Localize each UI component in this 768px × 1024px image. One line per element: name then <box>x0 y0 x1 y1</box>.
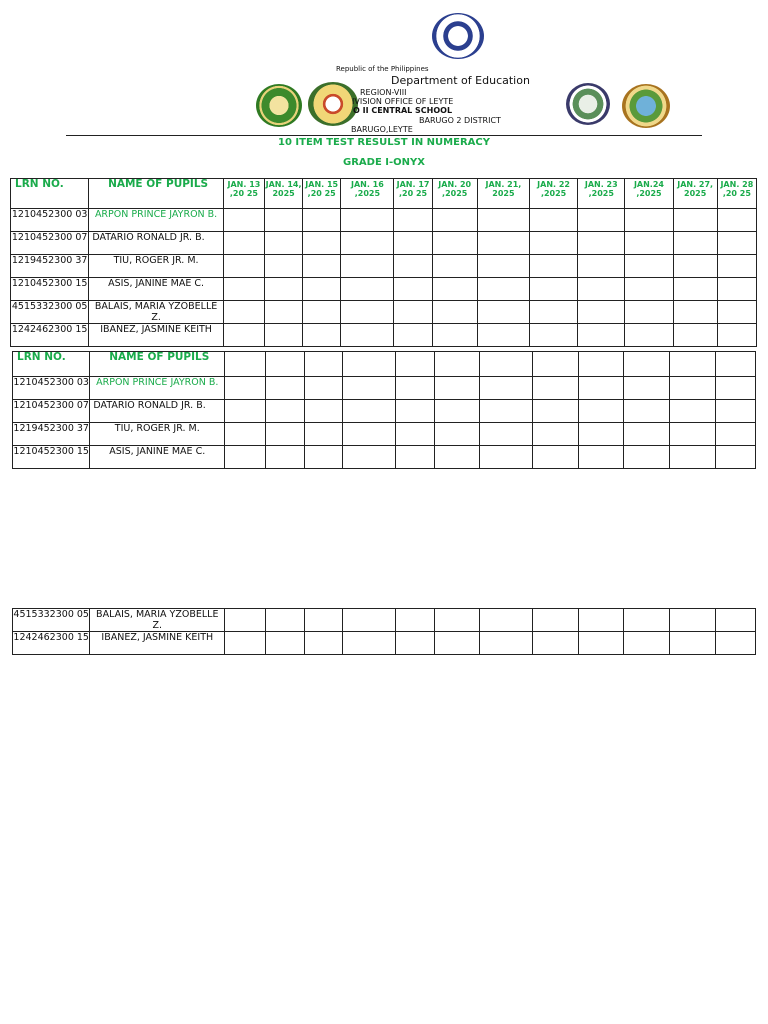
empty-header-cell <box>532 352 578 377</box>
date-header: JAN. 15 ,20 25 <box>303 179 341 209</box>
score-cell[interactable] <box>265 232 303 255</box>
score-cell[interactable] <box>223 301 264 324</box>
score-cell[interactable] <box>396 632 435 655</box>
score-cell[interactable] <box>303 324 341 347</box>
score-cell[interactable] <box>303 232 341 255</box>
score-cell[interactable] <box>578 423 623 446</box>
score-cell[interactable] <box>624 377 670 400</box>
table-row <box>11 209 757 232</box>
score-cell[interactable] <box>394 278 432 301</box>
date-header: JAN. 23 ,2025 <box>578 179 625 209</box>
pupil-name-cell: ASIS, JANINE MAE C. <box>89 278 224 301</box>
date-header: JAN. 22 ,2025 <box>530 179 578 209</box>
score-cell[interactable] <box>435 632 480 655</box>
empty-header-cell <box>342 352 395 377</box>
score-cell[interactable] <box>625 278 673 301</box>
score-cell[interactable] <box>624 400 670 423</box>
score-cell[interactable] <box>223 278 264 301</box>
score-cell[interactable] <box>477 301 529 324</box>
score-cell[interactable] <box>625 301 673 324</box>
score-cell[interactable] <box>396 377 435 400</box>
score-cell[interactable] <box>578 632 623 655</box>
table-header-row <box>13 352 756 377</box>
school-name-text: O II CENTRAL SCHOOL <box>353 106 453 115</box>
score-cell[interactable] <box>342 400 395 423</box>
table-row <box>11 301 757 324</box>
score-cell[interactable] <box>477 278 529 301</box>
score-cell[interactable] <box>432 278 477 301</box>
lrn-cell: 1242462300 15 <box>13 632 90 655</box>
score-cell[interactable] <box>435 609 480 632</box>
score-cell[interactable] <box>223 255 264 278</box>
score-cell[interactable] <box>530 232 578 255</box>
score-cell[interactable] <box>303 301 341 324</box>
empty-header-cell <box>578 352 623 377</box>
score-cell[interactable] <box>304 400 342 423</box>
score-cell[interactable] <box>225 400 266 423</box>
score-cell[interactable] <box>477 232 529 255</box>
score-cell[interactable] <box>624 609 670 632</box>
date-header: JAN. 28 ,20 25 <box>717 179 756 209</box>
score-cell[interactable] <box>715 632 755 655</box>
score-cell[interactable] <box>673 301 717 324</box>
score-cell[interactable] <box>532 377 578 400</box>
score-cell[interactable] <box>342 423 395 446</box>
pupil-name-cell: TIU, ROGER JR. M. <box>90 423 225 446</box>
empty-header-cell <box>396 352 435 377</box>
score-cell[interactable] <box>265 255 303 278</box>
score-cell[interactable] <box>432 301 477 324</box>
score-cell[interactable] <box>477 324 529 347</box>
date-header: JAN.24 ,2025 <box>625 179 673 209</box>
score-cell[interactable] <box>532 423 578 446</box>
score-cell[interactable] <box>670 609 715 632</box>
score-cell[interactable] <box>304 377 342 400</box>
score-cell[interactable] <box>578 255 625 278</box>
score-cell[interactable] <box>303 209 341 232</box>
lrn-cell: 1242462300 15 <box>11 324 89 347</box>
score-cell[interactable] <box>670 400 715 423</box>
empty-header-cell <box>624 352 670 377</box>
score-cell[interactable] <box>265 301 303 324</box>
score-cell[interactable] <box>341 278 394 301</box>
score-cell[interactable] <box>480 400 532 423</box>
score-cell[interactable] <box>266 400 304 423</box>
lrn-cell: 1210452300 15 <box>13 446 90 469</box>
division-of-leyte-logo <box>308 82 358 126</box>
table-row <box>13 632 756 655</box>
date-header: JAN. 27, 2025 <box>673 179 717 209</box>
pupil-name-cell: BALAIS, MARIA YZOBELLE Z. <box>90 609 225 632</box>
score-cell[interactable] <box>477 255 529 278</box>
score-cell[interactable] <box>717 255 756 278</box>
score-cell[interactable] <box>435 446 480 469</box>
score-cell[interactable] <box>304 423 342 446</box>
lrn-cell: 1210452300 07 <box>11 232 89 255</box>
score-cell[interactable] <box>578 377 623 400</box>
score-cell[interactable] <box>717 301 756 324</box>
date-header: JAN. 14, 2025 <box>265 179 303 209</box>
score-cell[interactable] <box>578 209 625 232</box>
score-cell[interactable] <box>625 209 673 232</box>
score-cell[interactable] <box>715 377 755 400</box>
score-cell[interactable] <box>432 255 477 278</box>
score-cell[interactable] <box>225 446 266 469</box>
score-cell[interactable] <box>342 377 395 400</box>
score-cell[interactable] <box>673 255 717 278</box>
score-cell[interactable] <box>265 209 303 232</box>
score-cell[interactable] <box>625 232 673 255</box>
score-cell[interactable] <box>530 255 578 278</box>
score-cell[interactable] <box>530 301 578 324</box>
score-cell[interactable] <box>394 209 432 232</box>
score-cell[interactable] <box>578 446 623 469</box>
score-cell[interactable] <box>578 232 625 255</box>
deped-seal-logo <box>432 13 484 59</box>
table-row <box>13 377 756 400</box>
score-cell[interactable] <box>578 400 623 423</box>
score-cell[interactable] <box>341 324 394 347</box>
score-cell[interactable] <box>477 209 529 232</box>
empty-header-cell <box>225 352 266 377</box>
lrn-header: LRN NO. <box>13 352 90 377</box>
score-cell[interactable] <box>530 278 578 301</box>
score-cell[interactable] <box>715 423 755 446</box>
score-cell[interactable] <box>265 278 303 301</box>
score-cell[interactable] <box>670 423 715 446</box>
table-row <box>11 278 757 301</box>
numeracy-results-table <box>10 178 757 347</box>
pupil-name-cell: ASIS, JANINE MAE C. <box>90 446 225 469</box>
score-cell[interactable] <box>266 446 304 469</box>
region-text: REGION-VIII <box>360 88 407 97</box>
location-text: BARUGO,LEYTE <box>351 125 413 134</box>
lrn-cell: 1210452300 03 <box>11 209 89 232</box>
document-title: 10 ITEM TEST RESULST IN NUMERACY <box>278 137 490 148</box>
score-cell[interactable] <box>673 278 717 301</box>
lrn-cell: 4515332300 05 <box>13 609 90 632</box>
score-cell[interactable] <box>624 632 670 655</box>
score-cell[interactable] <box>578 609 623 632</box>
score-cell[interactable] <box>624 423 670 446</box>
score-cell[interactable] <box>624 446 670 469</box>
empty-header-cell <box>480 352 532 377</box>
score-cell[interactable] <box>435 377 480 400</box>
table-row <box>11 255 757 278</box>
score-cell[interactable] <box>670 377 715 400</box>
score-cell[interactable] <box>223 232 264 255</box>
score-cell[interactable] <box>342 632 395 655</box>
division-logo-left <box>256 84 302 127</box>
table-row <box>13 446 756 469</box>
score-cell[interactable] <box>480 446 532 469</box>
republic-text: Republic of the Philippines <box>336 65 429 73</box>
name-header: NAME OF PUPILS <box>89 179 224 209</box>
score-cell[interactable] <box>394 232 432 255</box>
score-cell[interactable] <box>717 278 756 301</box>
score-cell[interactable] <box>341 255 394 278</box>
score-cell[interactable] <box>394 324 432 347</box>
score-cell[interactable] <box>673 209 717 232</box>
score-cell[interactable] <box>303 278 341 301</box>
pupil-name-cell: ARPON PRINCE JAYRON B. <box>90 377 225 400</box>
empty-header-cell <box>435 352 480 377</box>
score-cell[interactable] <box>717 209 756 232</box>
score-cell[interactable] <box>530 209 578 232</box>
score-cell[interactable] <box>266 377 304 400</box>
score-cell[interactable] <box>530 324 578 347</box>
pupil-name-cell: TIU, ROGER JR. M. <box>89 255 224 278</box>
district-text: BARUGO 2 DISTRICT <box>419 116 501 125</box>
score-cell[interactable] <box>717 232 756 255</box>
date-header: JAN. 20 ,2025 <box>432 179 477 209</box>
score-cell[interactable] <box>394 255 432 278</box>
score-cell[interactable] <box>532 400 578 423</box>
lrn-header: LRN NO. <box>11 179 89 209</box>
score-cell[interactable] <box>578 301 625 324</box>
score-cell[interactable] <box>578 324 625 347</box>
score-cell[interactable] <box>480 423 532 446</box>
empty-header-cell <box>304 352 342 377</box>
empty-header-cell <box>266 352 304 377</box>
name-header: NAME OF PUPILS <box>90 352 225 377</box>
score-cell[interactable] <box>673 232 717 255</box>
empty-header-cell <box>715 352 755 377</box>
score-cell[interactable] <box>715 400 755 423</box>
barugo-district-logo <box>566 83 610 125</box>
lrn-cell: 4515332300 05 <box>11 301 89 324</box>
score-cell[interactable] <box>342 446 395 469</box>
score-cell[interactable] <box>480 609 532 632</box>
score-cell[interactable] <box>304 609 342 632</box>
table-row <box>11 324 757 347</box>
score-cell[interactable] <box>265 324 303 347</box>
lrn-cell: 1210452300 03 <box>13 377 90 400</box>
score-cell[interactable] <box>396 423 435 446</box>
table-row <box>13 423 756 446</box>
score-cell[interactable] <box>225 423 266 446</box>
header-divider <box>66 135 702 136</box>
score-cell[interactable] <box>266 609 304 632</box>
score-cell[interactable] <box>532 632 578 655</box>
pupil-name-cell: DATARIO RONALD JR. B. <box>90 400 225 423</box>
score-cell[interactable] <box>532 446 578 469</box>
score-cell[interactable] <box>304 446 342 469</box>
score-cell[interactable] <box>432 232 477 255</box>
score-cell[interactable] <box>435 400 480 423</box>
score-cell[interactable] <box>480 377 532 400</box>
school-seal-logo <box>622 84 670 128</box>
score-cell[interactable] <box>715 609 755 632</box>
pupil-name-cell: ARPON PRINCE JAYRON B. <box>89 209 224 232</box>
grade-title: GRADE I-ONYX <box>343 157 425 168</box>
date-header: JAN. 13 ,20 25 <box>223 179 264 209</box>
table-header-row <box>11 179 757 209</box>
score-cell[interactable] <box>670 632 715 655</box>
score-cell[interactable] <box>432 324 477 347</box>
score-cell[interactable] <box>266 632 304 655</box>
score-cell[interactable] <box>341 301 394 324</box>
score-cell[interactable] <box>225 377 266 400</box>
score-cell[interactable] <box>625 324 673 347</box>
score-cell[interactable] <box>223 209 264 232</box>
table-row <box>13 400 756 423</box>
score-cell[interactable] <box>225 609 266 632</box>
score-cell[interactable] <box>435 423 480 446</box>
lrn-cell: 1219452300 37 <box>11 255 89 278</box>
score-cell[interactable] <box>394 301 432 324</box>
numeracy-results-table-repeat <box>12 351 756 469</box>
lrn-cell: 1210452300 15 <box>11 278 89 301</box>
pupil-name-cell: IBANEZ, JASMINE KEITH <box>89 324 224 347</box>
date-header: JAN. 21, 2025 <box>477 179 529 209</box>
date-header: JAN. 17 ,20 25 <box>394 179 432 209</box>
date-header: JAN. 16 ,2025 <box>341 179 394 209</box>
score-cell[interactable] <box>341 209 394 232</box>
score-cell[interactable] <box>578 278 625 301</box>
score-cell[interactable] <box>304 632 342 655</box>
lrn-cell: 1210452300 07 <box>13 400 90 423</box>
score-cell[interactable] <box>432 209 477 232</box>
score-cell[interactable] <box>266 423 304 446</box>
score-cell[interactable] <box>670 446 715 469</box>
score-cell[interactable] <box>532 609 578 632</box>
numeracy-results-table-continued <box>12 608 756 655</box>
score-cell[interactable] <box>341 232 394 255</box>
score-cell[interactable] <box>342 609 395 632</box>
score-cell[interactable] <box>396 609 435 632</box>
score-cell[interactable] <box>396 400 435 423</box>
pupil-name-cell: BALAIS, MARIA YZOBELLE Z. <box>89 301 224 324</box>
score-cell[interactable] <box>717 324 756 347</box>
score-cell[interactable] <box>625 255 673 278</box>
pupil-name-cell: IBANEZ, JASMINE KEITH <box>90 632 225 655</box>
table-row <box>11 232 757 255</box>
department-text: Department of Education <box>391 74 530 87</box>
empty-header-cell <box>670 352 715 377</box>
score-cell[interactable] <box>480 632 532 655</box>
pupil-name-cell: DATARIO RONALD JR. B. <box>89 232 224 255</box>
division-text: IVISION OFFICE OF LEYTE <box>352 97 454 106</box>
score-cell[interactable] <box>396 446 435 469</box>
table-row <box>13 609 756 632</box>
score-cell[interactable] <box>223 324 264 347</box>
score-cell[interactable] <box>303 255 341 278</box>
score-cell[interactable] <box>715 446 755 469</box>
lrn-cell: 1219452300 37 <box>13 423 90 446</box>
score-cell[interactable] <box>673 324 717 347</box>
score-cell[interactable] <box>225 632 266 655</box>
